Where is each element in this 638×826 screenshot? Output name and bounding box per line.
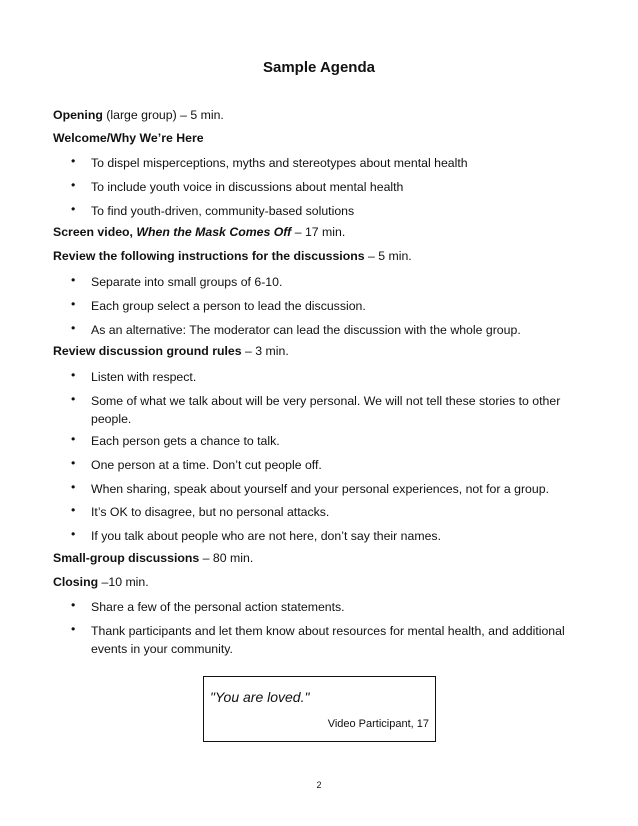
item-heading: Small-group discussions [53,551,200,565]
item-heading: Opening [53,108,103,122]
agenda-item-welcome [53,131,204,145]
video-title: When the Mask Comes Off [136,225,292,239]
agenda-item-ground-rules [53,344,289,358]
list-item-text: If you talk about people who are not here, don’t say their names. [91,529,441,543]
list-item-text: Thank participants and let them know about resources for mental health, and additional events in your community. [91,624,565,656]
list-item-text: Each person gets a chance to talk. [91,434,280,448]
list-item-text: Each group select a person to lead the discussion. [91,299,366,313]
agenda-item-closing [53,575,149,589]
list-item-text: It’s OK to disagree, but no personal attacks. [91,505,330,519]
bullet-icon: • [71,622,76,636]
bullet-icon: • [71,321,76,335]
bullet-icon: • [71,368,76,382]
item-heading: Welcome/Why We’re Here [53,131,204,145]
agenda-item-small-group [53,551,253,565]
bullet-icon: • [71,178,76,192]
item-duration: – 3 min. [241,344,289,358]
item-duration: – 5 min. [364,249,412,263]
bullet-icon: • [71,598,76,612]
item-duration: – 17 min. [291,225,346,239]
agenda-item-review-instructions [53,249,412,263]
list-item-text: As an alternative: The moderator can lead the discussion with the whole group. [91,323,521,337]
agenda-item-screen-video [53,225,345,239]
list-item-text: When sharing, speak about yourself and your personal experiences, not for a group. [91,482,549,496]
item-duration: – 80 min. [199,551,254,565]
bullet-icon: • [71,480,76,494]
item-heading: Review discussion ground rules [53,344,242,358]
quote-attribution: Video Participant, 17 [327,718,429,730]
bullet-icon: • [71,297,76,311]
bullet-icon: • [71,456,76,470]
list-item-text: Some of what we talk about will be very personal. We will not tell these stories to other people. [91,394,561,426]
list-item-text: Separate into small groups of 6-10. [91,275,283,289]
bullet-icon: • [71,432,76,446]
quote-text: "You are loved." [210,689,310,705]
bullet-icon: • [71,527,76,541]
quote-box [203,676,436,742]
list-item-text: Listen with respect. [91,370,197,384]
page-number: 2 [316,780,322,790]
bullet-icon: • [71,273,76,287]
list-item-text: One person at a time. Don’t cut people off. [91,458,322,472]
list-item-text: To include youth voice in discussions about mental health [91,180,404,194]
item-duration: –10 min. [98,575,149,589]
agenda-item-opening [53,108,224,122]
bullet-icon: • [71,202,76,216]
item-duration: (large group) – 5 min. [102,108,224,122]
bullet-icon: • [71,392,76,406]
list-item-text: To find youth-driven, community-based solutions [91,204,355,218]
item-heading: Review the following instructions for the discussions [53,249,365,263]
page-title: Sample Agenda [263,59,375,76]
list-item-text: To dispel misperceptions, myths and stereotypes about mental health [91,156,468,170]
list-item-text: Share a few of the personal action statements. [91,600,345,614]
item-heading: Closing [53,575,99,589]
item-heading: Screen video, [53,225,137,239]
bullet-icon: • [71,503,76,517]
bullet-icon: • [71,154,76,168]
